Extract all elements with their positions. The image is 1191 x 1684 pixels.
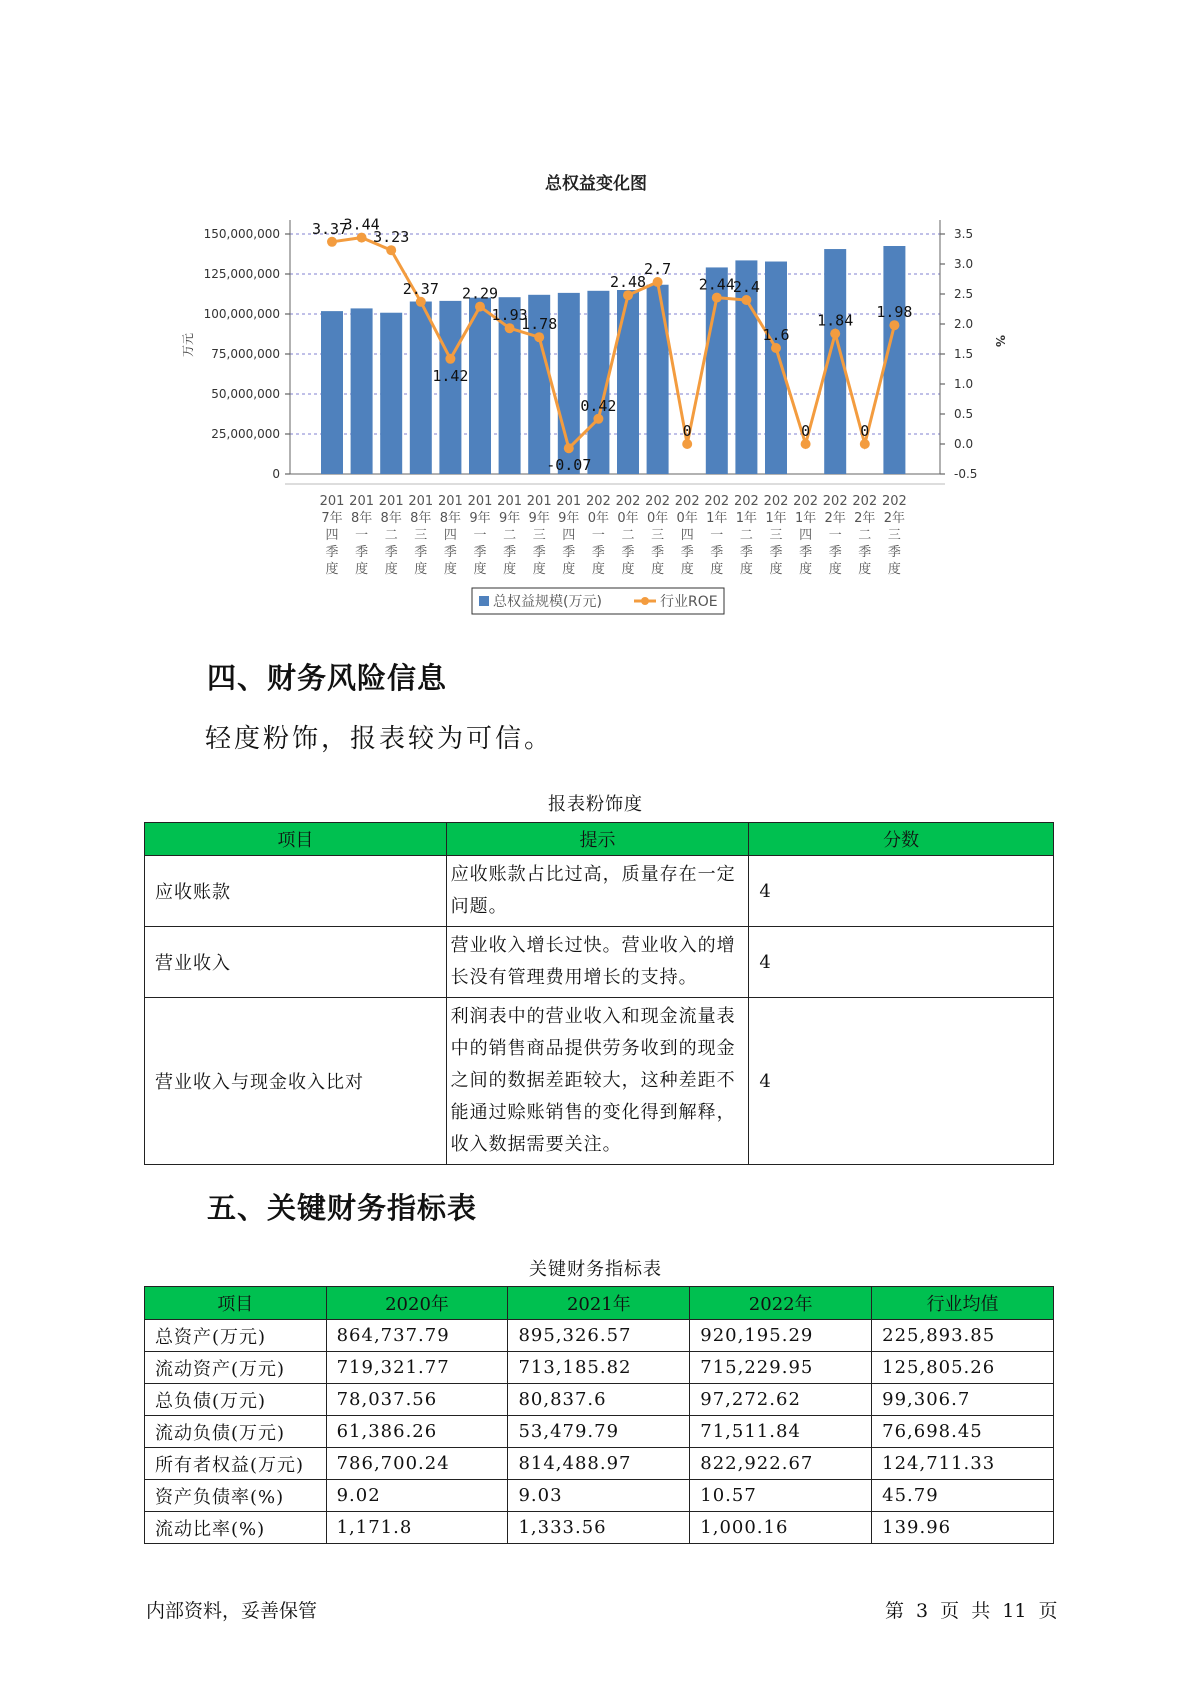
x-tick-label: 202 [793,494,819,509]
row-value: 1,333.56 [508,1512,690,1544]
row-value: 97,272.62 [690,1384,872,1416]
header-tip: 提示 [446,823,749,856]
bar [617,290,639,474]
x-tick-label: 8年 [350,511,373,526]
row-tip: 营业收入增长过快。营业收入的增长没有管理费用增长的支持。 [446,927,749,998]
roe-data-label: 0 [682,422,692,440]
row-tip: 利润表中的营业收入和现金流量表中的销售商品提供劳务收到的现金之间的数据差距较大，这种差距不能通过赊账销售的变化得到解释，收入数据需要关注。 [446,998,749,1165]
row-score: 4 [749,856,1054,927]
x-tick-label: 度 [325,562,339,577]
x-tick-label: 度 [680,562,694,577]
x-tick-label: 0年 [646,511,669,526]
row-value: 719,321.77 [326,1352,508,1384]
roe-point [564,443,574,453]
roe-point [445,354,455,364]
x-tick-label: 四 [325,528,339,543]
row-item: 资产负债率(%) [145,1480,327,1512]
row-item: 流动资产(万元) [145,1352,327,1384]
x-tick-label: 202 [852,494,878,509]
row-value: 139.96 [872,1512,1054,1544]
table-row [145,927,1054,998]
x-tick-label: 7年 [321,511,343,526]
row-value: 9.03 [508,1480,690,1512]
x-tick-label: 季 [325,545,339,560]
x-tick-label: 季 [739,545,753,560]
row-item: 营业收入 [145,927,447,998]
roe-data-label: 2.4 [732,278,760,296]
x-tick-label: 四 [680,528,694,543]
x-tick-label: 202 [822,494,848,509]
x-tick-label: 度 [621,562,635,577]
x-tick-label: 度 [473,562,487,577]
y2-tick-label: 2.5 [954,287,974,301]
row-value: 920,195.29 [690,1320,872,1352]
roe-data-label: 1.6 [762,326,790,344]
x-tick-label: 2年 [854,511,876,526]
x-tick-label: 201 [526,494,552,509]
roe-point [889,320,899,330]
x-tick-label: 三 [414,528,428,543]
x-tick-label: 二 [739,528,753,543]
x-tick-label: 201 [319,494,345,509]
roe-data-label: 2.29 [461,284,499,303]
y2-tick-label: 0.5 [954,407,974,421]
roe-data-label: 0.42 [580,396,617,415]
x-tick-label: 202 [674,494,700,509]
roe-point [386,245,396,255]
x-tick-label: 季 [799,545,813,560]
x-tick-label: 一 [710,528,724,543]
row-value: 1,171.8 [326,1512,508,1544]
x-tick-label: 201 [497,494,523,509]
x-tick-label: 季 [621,545,635,560]
roe-point [741,295,751,305]
legend-swatch-point [641,597,649,605]
x-tick-label: 度 [414,562,428,577]
roe-data-label: 1.78 [521,315,558,334]
row-score: 4 [749,998,1054,1165]
row-value: 78,037.56 [326,1384,508,1416]
x-tick-label: 度 [443,562,457,577]
x-tick-label: 202 [704,494,730,509]
header-item: 项目 [145,1287,327,1320]
roe-point [801,439,811,449]
row-value: 99,306.7 [872,1384,1054,1416]
x-tick-label: 季 [828,545,842,560]
roe-point [771,343,781,353]
row-value: 1,000.16 [690,1512,872,1544]
row-value: 53,479.79 [508,1416,690,1448]
x-tick-label: 三 [887,528,901,543]
y-tick-label: 25,000,000 [211,427,280,441]
roe-point [653,277,663,287]
chart-title: 总权益变化图 [545,174,647,194]
x-tick-label: 度 [355,562,369,577]
roe-point [416,297,426,307]
bar [765,262,787,474]
row-value: 125,805.26 [872,1352,1054,1384]
kpi-heading: 五、关键财务指标表 [207,1191,478,1225]
legend-label-roe: 行业ROE [660,594,718,610]
roe-data-label: 3.23 [373,228,410,247]
x-tick-label: 季 [384,545,398,560]
equity-chart-svg [0,0,1191,630]
x-tick-label: 202 [615,494,641,509]
y2-tick-label: 1.0 [954,377,974,391]
x-tick-label: 季 [443,545,457,560]
page-number: 第 3 页 共 11 页 [885,1600,1058,1622]
table-row [145,1480,1054,1512]
bar [351,308,373,474]
x-tick-label: 季 [651,545,665,560]
y2-tick-label: 2.0 [954,317,974,331]
bar [647,285,669,474]
x-tick-label: 度 [739,562,753,577]
x-tick-label: 度 [858,562,872,577]
y-tick-label: 100,000,000 [203,307,280,321]
x-tick-label: 季 [769,545,783,560]
x-tick-label: 201 [408,494,434,509]
roe-data-label: 2.44 [698,275,735,294]
x-tick-label: 二 [621,528,635,543]
roe-point [830,329,840,339]
table-row [145,1448,1054,1480]
table-row [145,856,1054,927]
x-tick-label: 2年 [824,511,846,526]
x-tick-label: 8年 [410,511,432,526]
roe-point [534,332,544,342]
row-item: 应收账款 [145,856,447,927]
x-tick-label: 1年 [765,511,787,526]
x-tick-label: 2年 [883,511,906,526]
row-value: 864,737.79 [326,1320,508,1352]
bar [321,311,343,474]
row-value: 71,511.84 [690,1416,872,1448]
x-tick-label: 201 [349,494,375,509]
y-tick-label: 50,000,000 [211,387,280,401]
x-tick-label: 季 [562,545,576,560]
kpi-table-header [145,1287,1054,1320]
x-tick-label: 四 [443,528,457,543]
row-value: 61,386.26 [326,1416,508,1448]
x-tick-label: 四 [562,528,576,543]
row-value: 45.79 [872,1480,1054,1512]
risk-table [144,822,1054,1165]
roe-point [327,237,337,247]
row-value: 9.02 [326,1480,508,1512]
row-item: 营业收入与现金收入比对 [145,998,447,1165]
roe-point [505,323,515,333]
x-tick-label: 度 [769,562,783,577]
row-score: 4 [749,927,1054,998]
roe-data-label: 1.84 [817,311,854,330]
roe-data-label: 2.37 [402,279,439,298]
bar [469,298,491,474]
y2-tick-label: 0.0 [954,437,974,451]
x-tick-label: 202 [881,494,907,509]
roe-data-label: -0.07 [546,456,592,475]
x-tick-label: 度 [799,562,813,577]
x-tick-label: 二 [858,528,872,543]
roe-point [357,233,367,243]
y2-tick-label: 3.0 [954,257,974,271]
x-tick-label: 度 [384,562,398,577]
row-value: 715,229.95 [690,1352,872,1384]
x-tick-label: 季 [591,545,605,560]
y2-tick-label: 3.5 [954,227,974,241]
x-tick-label: 季 [887,545,901,560]
equity-chart [0,0,1191,630]
x-tick-label: 度 [887,562,901,577]
x-tick-label: 0年 [676,511,698,526]
y2-axis-title: % [993,334,1007,348]
row-tip: 应收账款占比过高，质量存在一定问题。 [446,856,749,927]
y-tick-label: 0 [272,467,280,481]
risk-heading: 四、财务风险信息 [207,661,448,695]
x-tick-label: 季 [355,545,369,560]
x-tick-label: 季 [680,545,694,560]
y-tick-label: 150,000,000 [203,227,280,241]
roe-data-label: 1.93 [491,306,528,325]
row-item: 所有者权益(万元) [145,1448,327,1480]
bar [439,301,461,474]
x-tick-label: 季 [503,545,517,560]
header-2021: 2021年 [508,1287,690,1320]
x-tick-label: 三 [532,528,546,543]
roe-data-label: 3.37 [311,219,349,238]
bar [410,302,432,474]
y-tick-label: 75,000,000 [211,347,280,361]
row-item: 流动比率(%) [145,1512,327,1544]
x-tick-label: 202 [733,494,759,509]
table-row [145,1352,1054,1384]
footer-confidential: 内部资料，妥善保管 [146,1600,318,1622]
x-tick-label: 0年 [617,511,639,526]
x-tick-label: 201 [556,494,582,509]
x-tick-label: 202 [585,494,611,509]
x-tick-label: 9年 [558,511,580,526]
x-tick-label: 201 [467,494,493,509]
row-value: 822,922.67 [690,1448,872,1480]
x-tick-label: 度 [562,562,576,577]
roe-data-label: 0 [860,422,870,440]
row-value: 786,700.24 [326,1448,508,1480]
header-2020: 2020年 [326,1287,508,1320]
row-item: 总资产(万元) [145,1320,327,1352]
kpi-table-caption: 关键财务指标表 [529,1259,662,1280]
kpi-table [144,1286,1054,1544]
x-tick-label: 度 [828,562,842,577]
header-item: 项目 [145,823,447,856]
roe-point [593,414,603,424]
roe-point [712,293,722,303]
risk-table-caption: 报表粉饰度 [548,794,643,815]
x-tick-label: 二 [384,528,398,543]
table-row [145,1384,1054,1416]
x-tick-label: 二 [503,528,517,543]
roe-data-label: 2.48 [609,273,647,292]
roe-data-label: 0 [801,422,811,440]
bar [380,313,402,474]
x-tick-label: 1年 [706,511,728,526]
x-tick-label: 三 [651,528,665,543]
row-item: 总负债(万元) [145,1384,327,1416]
x-tick-label: 202 [645,494,671,509]
x-tick-label: 三 [769,528,783,543]
table-row [145,998,1054,1165]
legend-swatch-bar [479,596,489,606]
risk-summary: 轻度粉饰，报表较为可信。 [205,724,554,754]
x-tick-label: 一 [591,528,605,543]
row-value: 225,893.85 [872,1320,1054,1352]
x-tick-label: 季 [710,545,724,560]
x-tick-label: 度 [503,562,517,577]
x-tick-label: 9年 [498,511,521,526]
row-item: 流动负债(万元) [145,1416,327,1448]
x-tick-label: 度 [651,562,665,577]
header-industry-avg: 行业均值 [872,1287,1054,1320]
x-tick-label: 9年 [528,511,550,526]
x-tick-label: 8年 [439,511,462,526]
header-2022: 2022年 [690,1287,872,1320]
x-tick-label: 度 [591,562,605,577]
roe-point [475,302,485,312]
roe-data-label: 3.44 [343,215,380,234]
row-value: 814,488.97 [508,1448,690,1480]
row-value: 80,837.6 [508,1384,690,1416]
row-value: 713,185.82 [508,1352,690,1384]
row-value: 895,326.57 [508,1320,690,1352]
x-tick-label: 201 [378,494,404,509]
risk-table-header [145,823,1054,856]
legend-label-equity: 总权益规模(万元) [493,594,602,610]
x-tick-label: 8年 [380,511,402,526]
roe-point [860,439,870,449]
x-tick-label: 四 [799,528,813,543]
x-tick-label: 201 [437,494,463,509]
roe-point [623,290,633,300]
table-row [145,1416,1054,1448]
y-axis-title: 万元 [181,332,195,358]
roe-data-label: 1.42 [432,366,469,385]
x-tick-label: 季 [414,545,428,560]
x-tick-label: 季 [858,545,872,560]
x-tick-label: 季 [532,545,546,560]
table-row [145,1512,1054,1544]
x-tick-label: 一 [473,528,487,543]
x-tick-label: 202 [763,494,789,509]
roe-data-label: 2.7 [644,260,672,278]
x-tick-label: 一 [355,528,369,543]
x-tick-label: 度 [532,562,546,577]
x-tick-label: 1年 [735,511,758,526]
x-tick-label: 一 [828,528,842,543]
y-tick-label: 125,000,000 [203,267,280,281]
y2-tick-label: -0.5 [954,467,978,481]
roe-point [682,439,692,449]
y2-tick-label: 1.5 [954,347,974,361]
x-tick-label: 季 [473,545,487,560]
row-value: 124,711.33 [872,1448,1054,1480]
x-tick-label: 0年 [587,511,610,526]
x-tick-label: 度 [710,562,724,577]
x-tick-label: 1年 [794,511,817,526]
row-value: 76,698.45 [872,1416,1054,1448]
table-row [145,1320,1054,1352]
header-score: 分数 [749,823,1054,856]
x-tick-label: 9年 [469,511,491,526]
roe-data-label: 1.98 [876,303,913,322]
row-value: 10.57 [690,1480,872,1512]
